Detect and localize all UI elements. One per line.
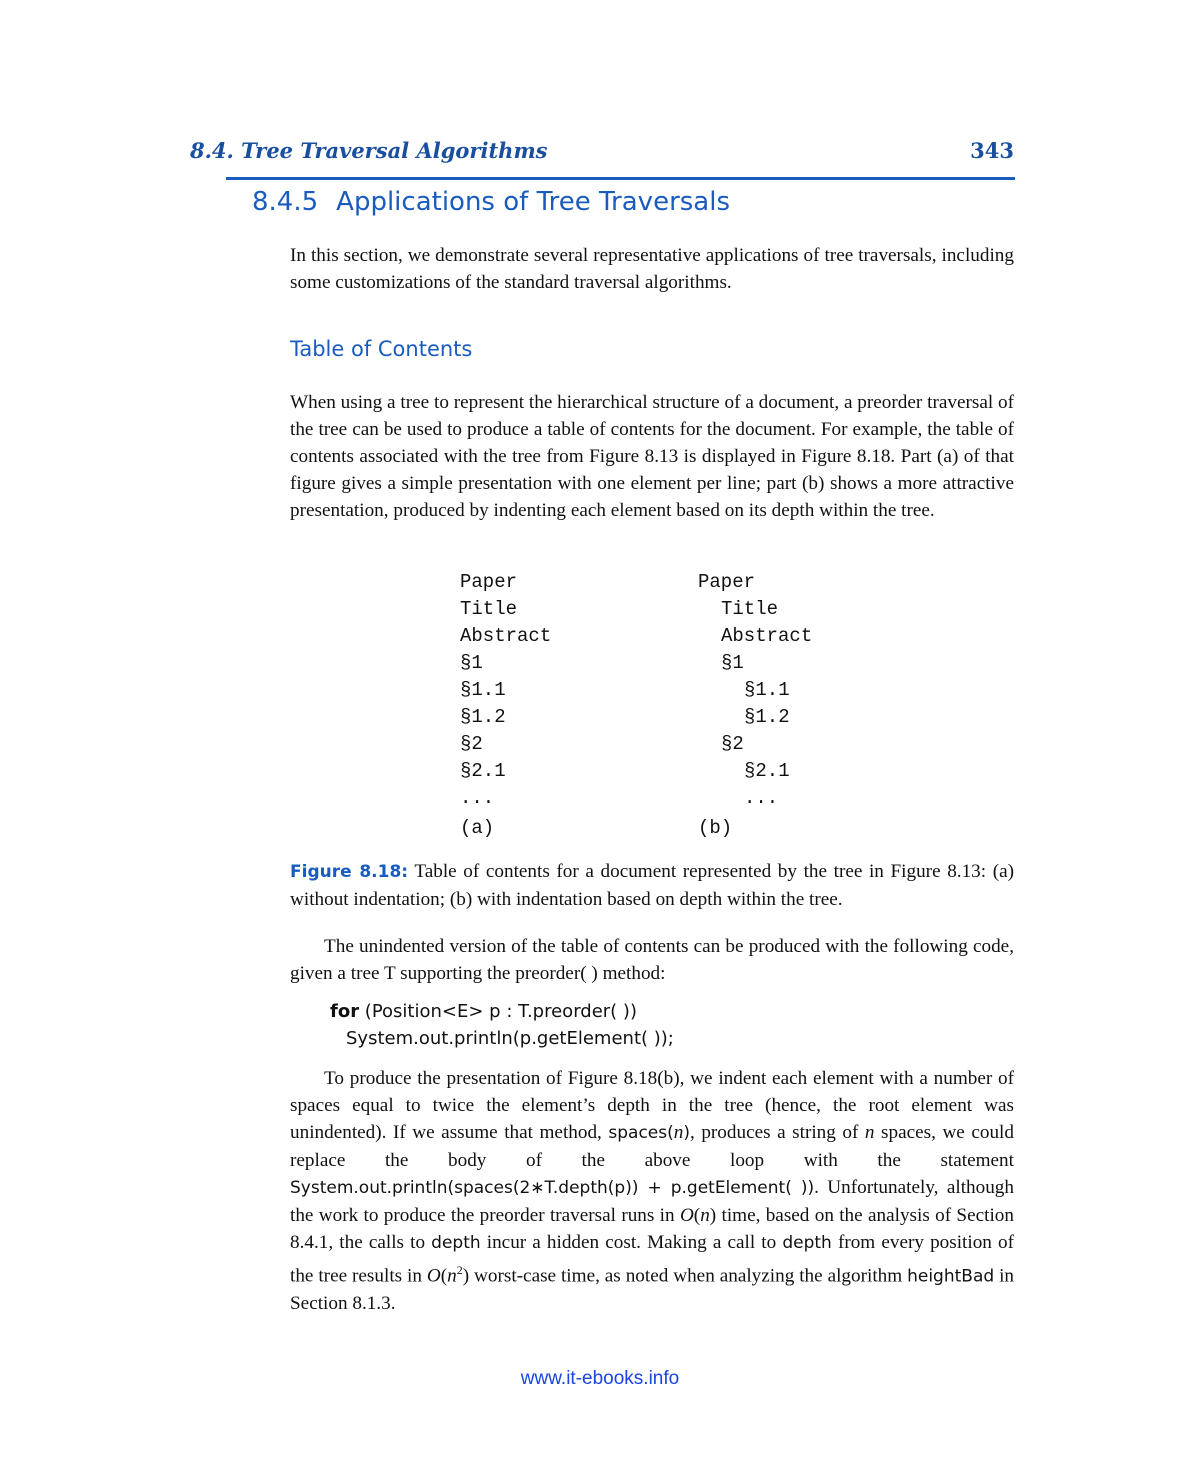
big-o: O xyxy=(426,1265,441,1287)
text-run: . Unfortunately, although the work to produce the preorder traversal runs in xyxy=(290,1177,1014,1226)
text-run: from every position of the tree results in xyxy=(290,1232,1014,1287)
text-run: spaces, we could replace the body of the above loop with the statement xyxy=(290,1122,1014,1171)
println-statement: System.out.println(spaces(2∗T.depth(p)) + p.getElement( )) xyxy=(290,1178,815,1198)
var-n: n xyxy=(700,1205,710,1226)
spaces-call: spaces( xyxy=(608,1123,674,1143)
unindented-paragraph: The unindented version of the table of contents can be produced with the following code, given a tree T supporting the preorder( ) method: xyxy=(290,936,1014,984)
section-heading xyxy=(252,187,730,217)
depth-word: depth xyxy=(782,1233,832,1253)
section-number: 8.4.5 xyxy=(252,187,319,217)
code-line-1-rest: (Position<E> p : T.preorder( )) xyxy=(359,1001,637,1022)
toc-a-item: §2 xyxy=(460,733,483,755)
header-rule xyxy=(226,177,1015,180)
page-number: 343 xyxy=(970,138,1014,163)
toc-b-item: §1.1 xyxy=(744,679,790,701)
toc-a-item: §1 xyxy=(460,652,483,674)
var-n: n xyxy=(447,1265,457,1287)
caption-text: Table of contents for a document represented by the tree in Figure 8.13: (a) without indentation; (b) with indentation based on depth within the tree. xyxy=(290,861,1014,910)
produce-paragraph: To produce the presentation of Figure 8.18(b), we indent each element with a number of spaces equal to twice the element’s depth in the tree (hence, the root element was unindented). If we assume that method, spaces(n), produces a string of n spaces, we could replace the body of the above loop with the statement System.out.println(spaces(2∗T.depth(p)) + p.getElement( )). Unfortunately, although the work to produce the preorder traversal runs in O(n) time, based on the analysis of Section 8.4.1, the calls to depth incur a hidden cost. Making a call to depth from every position of the tree results in $O(n^2)$ worst-case time, as noted when analyzing the algorithm heightBad in Section 8.1.3. xyxy=(290,1068,1014,1315)
code-keyword: for xyxy=(330,1001,360,1022)
running-head xyxy=(190,138,1014,168)
figure-label-b: (b) xyxy=(698,817,733,839)
toc-b-item: §2.1 xyxy=(744,760,790,782)
text-run: , produces a string of xyxy=(690,1122,865,1143)
toc-b-item: ... xyxy=(744,787,779,809)
exponent: 2 xyxy=(456,1263,463,1277)
subsection-heading: Table of Contents xyxy=(290,337,473,361)
var-n: n xyxy=(673,1122,684,1143)
running-head-title: 8.4. Tree Traversal Algorithms xyxy=(190,138,548,163)
toc-b-item: §1.2 xyxy=(744,706,790,728)
section-title: Applications of Tree Traversals xyxy=(336,187,731,217)
toc-b-item: Abstract xyxy=(721,625,813,647)
text-run: incur a hidden cost. Making a call to xyxy=(480,1232,783,1253)
toc-a-item: ... xyxy=(460,787,495,809)
footer-link[interactable]: www.it-ebooks.info xyxy=(520,1368,680,1389)
toc-a-item: §2.1 xyxy=(460,760,506,782)
close-paren: ) xyxy=(683,1123,690,1143)
toc-a-item: Abstract xyxy=(460,625,552,647)
big-o: O xyxy=(679,1205,694,1226)
height-bad: heightBad xyxy=(907,1266,995,1287)
code-line-2: System.out.println(p.getElement( )); xyxy=(346,1028,674,1049)
toc-a-item: Paper xyxy=(460,571,518,593)
caption-label: Figure 8.18: xyxy=(290,862,409,882)
toc-b-item: §2 xyxy=(721,733,744,755)
var-n: n xyxy=(864,1122,875,1143)
text-run: in Section 8.1.3. xyxy=(290,1265,1014,1315)
toc-a-item: §1.2 xyxy=(460,706,506,728)
text-run: worst-case time, as noted when analyzing the algorithm xyxy=(469,1265,908,1287)
toc-a-item: §1.1 xyxy=(460,679,506,701)
text-run: time, based on the analysis of Section 8.4.1, the calls to xyxy=(290,1205,1014,1253)
toc-b-item: Paper xyxy=(698,571,756,593)
figure-label-a: (a) xyxy=(460,817,495,839)
code-line-1 xyxy=(330,998,637,1025)
figure-caption xyxy=(290,858,1014,913)
text-run: To produce the presentation of Figure 8.18(b), we indent each element with a number of spaces equal to twice the element’s depth in the tree (hence, the root element was unindented). If we assume that method, xyxy=(290,1068,1014,1143)
intro-paragraph: In this section, we demonstrate several representative applications of tree traversals, including some customizations of the standard traversal algorithms. xyxy=(290,245,1014,293)
toc-paragraph: When using a tree to represent the hierarchical structure of a document, a preorder traversal of the tree can be used to produce a table of contents for the document. For example, the table of contents associated with the tree from Figure 8.13 is displayed in Figure 8.18. Part (a) of that figure gives a simple presentation with one element per line; part (b) shows a more attractive presentation, produced by indenting each element based on its depth within the tree. xyxy=(290,392,1014,521)
toc-a-item: Title xyxy=(460,598,518,620)
toc-b-item: §1 xyxy=(721,652,744,674)
toc-b-item: Title xyxy=(721,598,779,620)
depth-word: depth xyxy=(431,1233,481,1253)
